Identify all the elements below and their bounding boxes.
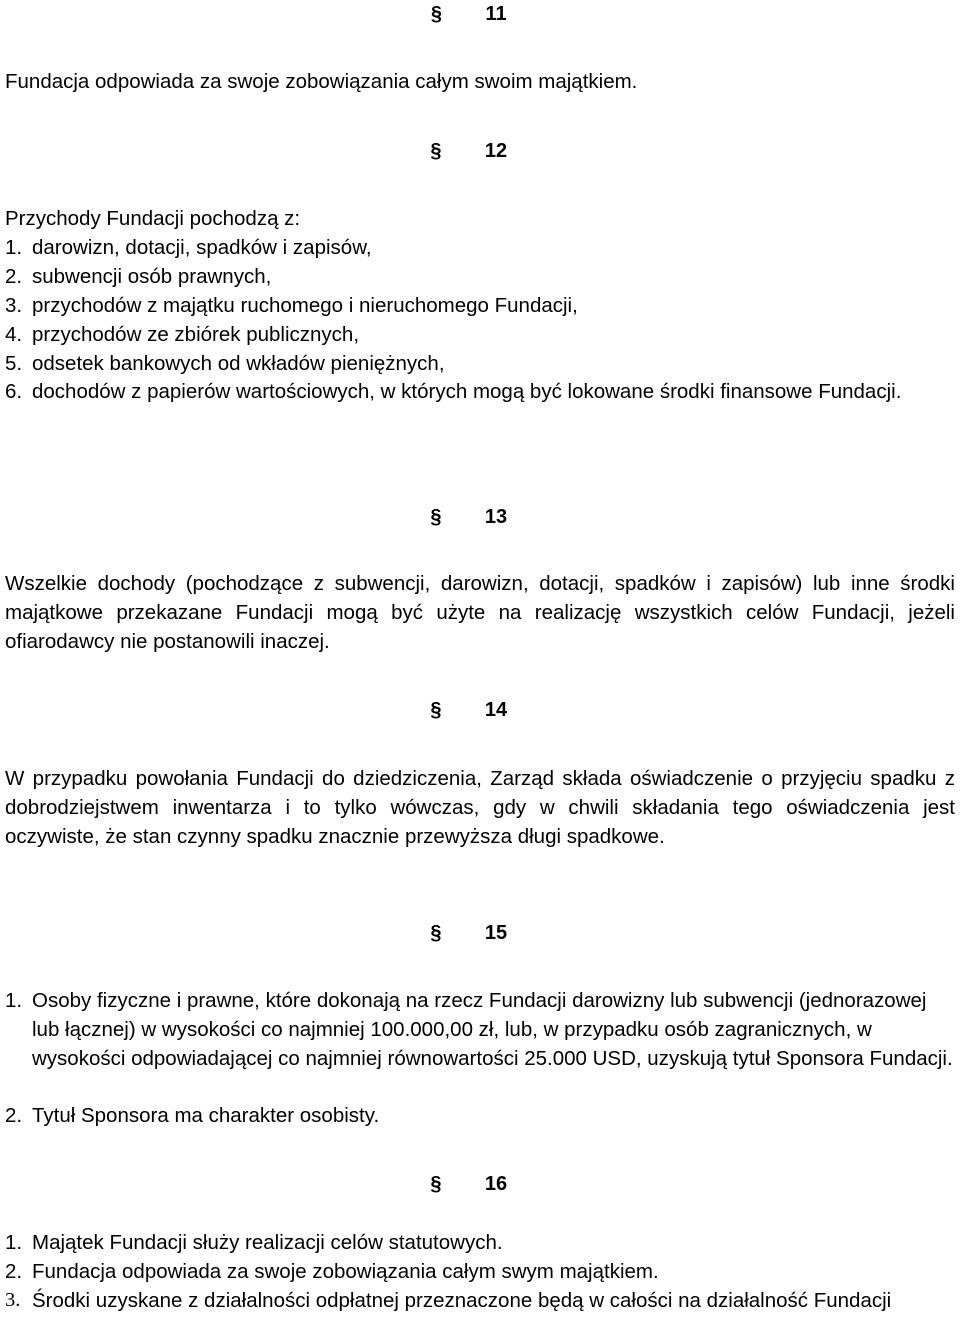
list-item xyxy=(5,986,955,1073)
list-number: 3. xyxy=(5,1289,21,1311)
list-item xyxy=(5,291,955,320)
list-text: Fundacja odpowiada za swoje zobowiązania całym swym majątkiem. xyxy=(32,1260,659,1283)
section-symbol: § xyxy=(430,922,442,944)
list-item xyxy=(5,377,955,406)
section-symbol: § xyxy=(430,506,442,528)
list-item xyxy=(5,320,955,349)
list-number: 3. xyxy=(5,294,23,317)
list-item xyxy=(5,1101,955,1130)
list-text: Środki uzyskane z działalności odpłatnej przeznaczone będą w całości na działalność Fundacji xyxy=(32,1289,892,1312)
list-number: 1. xyxy=(5,1231,23,1254)
section-symbol: § xyxy=(430,140,442,162)
list-item xyxy=(5,262,955,291)
list-item xyxy=(5,1228,955,1257)
list-number: 5. xyxy=(5,352,23,375)
section-number: 14 xyxy=(484,699,508,721)
section-number: 12 xyxy=(484,140,508,162)
paragraph: Wszelkie dochody (pochodzące z subwencji, darowizn, dotacji, spadków i zapisów) lub inne środki majątkowe przekazane Fundacji mogą być użyte na realizację wszystkich celów Fundacji, jeżeli ofiarodawcy nie postanowili inaczej. xyxy=(5,572,955,653)
list-text: darowizn, dotacji, spadków i zapisów, xyxy=(32,236,372,259)
list-number: 1. xyxy=(5,236,23,259)
list-item xyxy=(5,349,955,378)
paragraph: Fundacja odpowiada za swoje zobowiązania całym swoim majątkiem. xyxy=(5,70,638,93)
section-number: 15 xyxy=(484,922,508,944)
list-text: subwencji osób prawnych, xyxy=(32,265,272,288)
list-number: 2. xyxy=(5,265,23,288)
paragraph: Przychody Fundacji pochodzą z: xyxy=(5,207,301,230)
list-item xyxy=(5,1257,955,1286)
list-item xyxy=(5,1286,955,1315)
list-text: przychodów z majątku ruchomego i nieruchomego Fundacji, xyxy=(32,294,578,317)
section-heading-11 xyxy=(0,2,960,26)
section-symbol: § xyxy=(430,1173,442,1195)
list-text: Tytuł Sponsora ma charakter osobisty. xyxy=(32,1104,380,1127)
list-item xyxy=(5,233,955,262)
list-text: dochodów z papierów wartościowych, w których mogą być lokowane środki finansowe Fundacji. xyxy=(32,380,902,403)
list-text: przychodów ze zbiórek publicznych, xyxy=(32,323,360,346)
section-heading-16 xyxy=(0,1172,960,1196)
list-number: 4. xyxy=(5,323,23,346)
list-number: 2. xyxy=(5,1104,23,1127)
list-number: 2. xyxy=(5,1260,23,1283)
section-number: 13 xyxy=(484,506,508,528)
list-text: Majątek Fundacji służy realizacji celów statutowych. xyxy=(32,1231,503,1254)
paragraph: W przypadku powołania Fundacji do dziedziczenia, Zarząd składa oświadczenie o przyjęciu spadku z dobrodziejstwem inwentarza i to tylko wówczas, gdy w chwili składania tego oświadczenia jest oczywiste, że stan czynny spadku znacznie przewyższa długi spadkowe. xyxy=(5,767,955,848)
section-heading-13 xyxy=(0,505,960,529)
section-heading-15 xyxy=(0,921,960,945)
section-symbol: § xyxy=(430,3,442,25)
section-symbol: § xyxy=(430,699,442,721)
section-heading-12 xyxy=(0,139,960,163)
list-text: Osoby fizyczne i prawne, które dokonają na rzecz Fundacji darowizny lub subwencji (jednorazowej lub łącznej) w wysokości co najmniej 100.000,00 zł, lub, w przypadku osób zagranicznych, w wysokości odpowiadającej co najmniej równowartości 25.000 USD, uzyskują tytuł Sponsora Fundacji. xyxy=(32,989,953,1070)
section-number: 11 xyxy=(485,3,507,25)
list-text: odsetek bankowych od wkładów pieniężnych, xyxy=(32,352,445,375)
section-heading-14 xyxy=(0,698,960,722)
section-number: 16 xyxy=(484,1173,508,1195)
list-number: 1. xyxy=(5,989,23,1012)
list-number: 6. xyxy=(5,380,23,403)
